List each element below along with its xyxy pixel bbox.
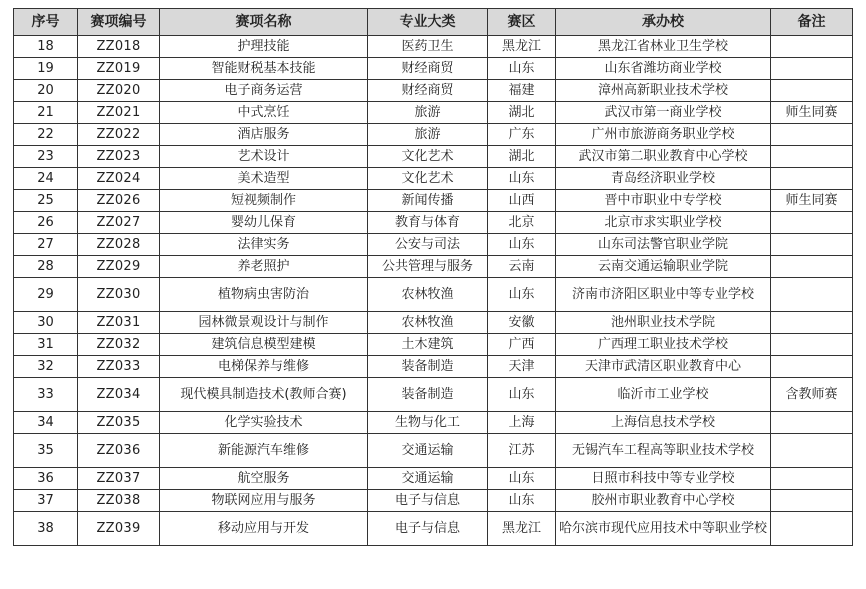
cell-category: 装备制造 [368, 356, 488, 378]
cell-name: 短视频制作 [160, 190, 368, 212]
cell-note [771, 512, 853, 546]
cell-code: ZZ020 [78, 80, 160, 102]
cell-name: 电子商务运营 [160, 80, 368, 102]
cell-code: ZZ027 [78, 212, 160, 234]
cell-note [771, 278, 853, 312]
cell-name: 化学实验技术 [160, 412, 368, 434]
table-row [14, 434, 853, 468]
cell-region: 湖北 [488, 102, 556, 124]
cell-region: 山东 [488, 468, 556, 490]
cell-note [771, 356, 853, 378]
competition-table [13, 8, 853, 546]
cell-category: 教育与体育 [368, 212, 488, 234]
cell-region: 上海 [488, 412, 556, 434]
cell-no: 23 [14, 146, 78, 168]
table-row [14, 124, 853, 146]
cell-no: 24 [14, 168, 78, 190]
table-row [14, 378, 853, 412]
cell-name: 航空服务 [160, 468, 368, 490]
cell-name: 智能财税基本技能 [160, 58, 368, 80]
table-row [14, 80, 853, 102]
cell-category: 交通运输 [368, 434, 488, 468]
cell-code: ZZ026 [78, 190, 160, 212]
cell-name: 现代模具制造技术(教师合赛) [160, 378, 368, 412]
cell-code: ZZ021 [78, 102, 160, 124]
cell-note [771, 36, 853, 58]
cell-school: 黑龙江省林业卫生学校 [556, 36, 771, 58]
cell-name: 酒店服务 [160, 124, 368, 146]
cell-category: 公共管理与服务 [368, 256, 488, 278]
cell-code: ZZ032 [78, 334, 160, 356]
cell-school: 山东省潍坊商业学校 [556, 58, 771, 80]
cell-no: 29 [14, 278, 78, 312]
cell-note [771, 212, 853, 234]
cell-category: 财经商贸 [368, 58, 488, 80]
cell-no: 36 [14, 468, 78, 490]
cell-no: 22 [14, 124, 78, 146]
table-row [14, 36, 853, 58]
cell-school: 临沂市工业学校 [556, 378, 771, 412]
cell-code: ZZ028 [78, 234, 160, 256]
cell-name: 植物病虫害防治 [160, 278, 368, 312]
header-region: 赛区 [488, 9, 556, 36]
cell-note [771, 468, 853, 490]
cell-note: 师生同赛 [771, 102, 853, 124]
cell-note [771, 124, 853, 146]
table-row [14, 58, 853, 80]
cell-school: 上海信息技术学校 [556, 412, 771, 434]
cell-name: 电梯保养与维修 [160, 356, 368, 378]
table-row [14, 212, 853, 234]
cell-school: 武汉市第二职业教育中心学校 [556, 146, 771, 168]
cell-school: 广西理工职业技术学校 [556, 334, 771, 356]
cell-school: 日照市科技中等专业学校 [556, 468, 771, 490]
cell-note [771, 490, 853, 512]
table-row [14, 490, 853, 512]
cell-category: 电子与信息 [368, 512, 488, 546]
cell-no: 35 [14, 434, 78, 468]
cell-no: 34 [14, 412, 78, 434]
cell-no: 30 [14, 312, 78, 334]
cell-no: 26 [14, 212, 78, 234]
cell-no: 33 [14, 378, 78, 412]
cell-code: ZZ038 [78, 490, 160, 512]
cell-note: 师生同赛 [771, 190, 853, 212]
cell-region: 山东 [488, 278, 556, 312]
table-row [14, 356, 853, 378]
cell-region: 山东 [488, 234, 556, 256]
cell-region: 云南 [488, 256, 556, 278]
cell-note [771, 312, 853, 334]
cell-category: 农林牧渔 [368, 312, 488, 334]
cell-category: 农林牧渔 [368, 278, 488, 312]
cell-category: 文化艺术 [368, 146, 488, 168]
table-row [14, 512, 853, 546]
cell-no: 32 [14, 356, 78, 378]
cell-code: ZZ029 [78, 256, 160, 278]
cell-no: 18 [14, 36, 78, 58]
cell-no: 19 [14, 58, 78, 80]
cell-code: ZZ035 [78, 412, 160, 434]
cell-school: 天津市武清区职业教育中心 [556, 356, 771, 378]
cell-no: 21 [14, 102, 78, 124]
cell-region: 北京 [488, 212, 556, 234]
cell-school: 哈尔滨市现代应用技术中等职业学校 [556, 512, 771, 546]
cell-code: ZZ019 [78, 58, 160, 80]
cell-note [771, 412, 853, 434]
cell-note [771, 434, 853, 468]
cell-code: ZZ036 [78, 434, 160, 468]
cell-code: ZZ037 [78, 468, 160, 490]
cell-category: 文化艺术 [368, 168, 488, 190]
cell-note [771, 234, 853, 256]
cell-name: 法律实务 [160, 234, 368, 256]
cell-region: 福建 [488, 80, 556, 102]
cell-school: 武汉市第一商业学校 [556, 102, 771, 124]
cell-region: 黑龙江 [488, 36, 556, 58]
cell-region: 江苏 [488, 434, 556, 468]
header-school: 承办校 [556, 9, 771, 36]
cell-school: 胶州市职业教育中心学校 [556, 490, 771, 512]
table-row [14, 312, 853, 334]
cell-category: 医药卫生 [368, 36, 488, 58]
cell-region: 广东 [488, 124, 556, 146]
table-row [14, 256, 853, 278]
cell-region: 山东 [488, 58, 556, 80]
cell-name: 园林微景观设计与制作 [160, 312, 368, 334]
table-row [14, 412, 853, 434]
cell-no: 25 [14, 190, 78, 212]
cell-code: ZZ031 [78, 312, 160, 334]
cell-no: 28 [14, 256, 78, 278]
table-row [14, 334, 853, 356]
header-category: 专业大类 [368, 9, 488, 36]
cell-note [771, 334, 853, 356]
cell-code: ZZ022 [78, 124, 160, 146]
cell-code: ZZ033 [78, 356, 160, 378]
cell-name: 婴幼儿保育 [160, 212, 368, 234]
cell-school: 青岛经济职业学校 [556, 168, 771, 190]
cell-note [771, 256, 853, 278]
cell-note [771, 80, 853, 102]
table-row [14, 146, 853, 168]
cell-name: 护理技能 [160, 36, 368, 58]
cell-school: 池州职业技术学院 [556, 312, 771, 334]
table-row [14, 234, 853, 256]
cell-category: 装备制造 [368, 378, 488, 412]
cell-no: 31 [14, 334, 78, 356]
table-row [14, 102, 853, 124]
cell-region: 山东 [488, 490, 556, 512]
table-row [14, 278, 853, 312]
table-row [14, 190, 853, 212]
cell-name: 新能源汽车维修 [160, 434, 368, 468]
cell-category: 旅游 [368, 124, 488, 146]
cell-category: 生物与化工 [368, 412, 488, 434]
cell-school: 云南交通运输职业学院 [556, 256, 771, 278]
cell-code: ZZ018 [78, 36, 160, 58]
cell-code: ZZ034 [78, 378, 160, 412]
table-row [14, 468, 853, 490]
cell-no: 37 [14, 490, 78, 512]
cell-region: 天津 [488, 356, 556, 378]
cell-region: 安徽 [488, 312, 556, 334]
cell-school: 广州市旅游商务职业学校 [556, 124, 771, 146]
header-no: 序号 [14, 9, 78, 36]
cell-school: 山东司法警官职业学院 [556, 234, 771, 256]
cell-region: 山西 [488, 190, 556, 212]
cell-name: 艺术设计 [160, 146, 368, 168]
table-body [14, 36, 853, 546]
cell-school: 济南市济阳区职业中等专业学校 [556, 278, 771, 312]
cell-school: 漳州高新职业技术学校 [556, 80, 771, 102]
cell-no: 38 [14, 512, 78, 546]
cell-name: 美术造型 [160, 168, 368, 190]
cell-code: ZZ030 [78, 278, 160, 312]
cell-school: 北京市求实职业学校 [556, 212, 771, 234]
table-row [14, 168, 853, 190]
cell-note [771, 58, 853, 80]
cell-no: 20 [14, 80, 78, 102]
cell-region: 山东 [488, 168, 556, 190]
cell-note: 含教师赛 [771, 378, 853, 412]
cell-name: 物联网应用与服务 [160, 490, 368, 512]
cell-category: 交通运输 [368, 468, 488, 490]
cell-region: 湖北 [488, 146, 556, 168]
header-note: 备注 [771, 9, 853, 36]
cell-category: 公安与司法 [368, 234, 488, 256]
cell-name: 移动应用与开发 [160, 512, 368, 546]
cell-name: 中式烹饪 [160, 102, 368, 124]
cell-region: 山东 [488, 378, 556, 412]
cell-name: 养老照护 [160, 256, 368, 278]
cell-code: ZZ023 [78, 146, 160, 168]
cell-region: 黑龙江 [488, 512, 556, 546]
cell-name: 建筑信息模型建模 [160, 334, 368, 356]
cell-region: 广西 [488, 334, 556, 356]
cell-school: 无锡汽车工程高等职业技术学校 [556, 434, 771, 468]
cell-category: 旅游 [368, 102, 488, 124]
header-code: 赛项编号 [78, 9, 160, 36]
cell-note [771, 146, 853, 168]
header-row [14, 9, 853, 36]
cell-category: 新闻传播 [368, 190, 488, 212]
cell-no: 27 [14, 234, 78, 256]
cell-category: 土木建筑 [368, 334, 488, 356]
header-name: 赛项名称 [160, 9, 368, 36]
cell-code: ZZ024 [78, 168, 160, 190]
cell-category: 电子与信息 [368, 490, 488, 512]
cell-category: 财经商贸 [368, 80, 488, 102]
cell-note [771, 168, 853, 190]
cell-code: ZZ039 [78, 512, 160, 546]
cell-school: 晋中市职业中专学校 [556, 190, 771, 212]
